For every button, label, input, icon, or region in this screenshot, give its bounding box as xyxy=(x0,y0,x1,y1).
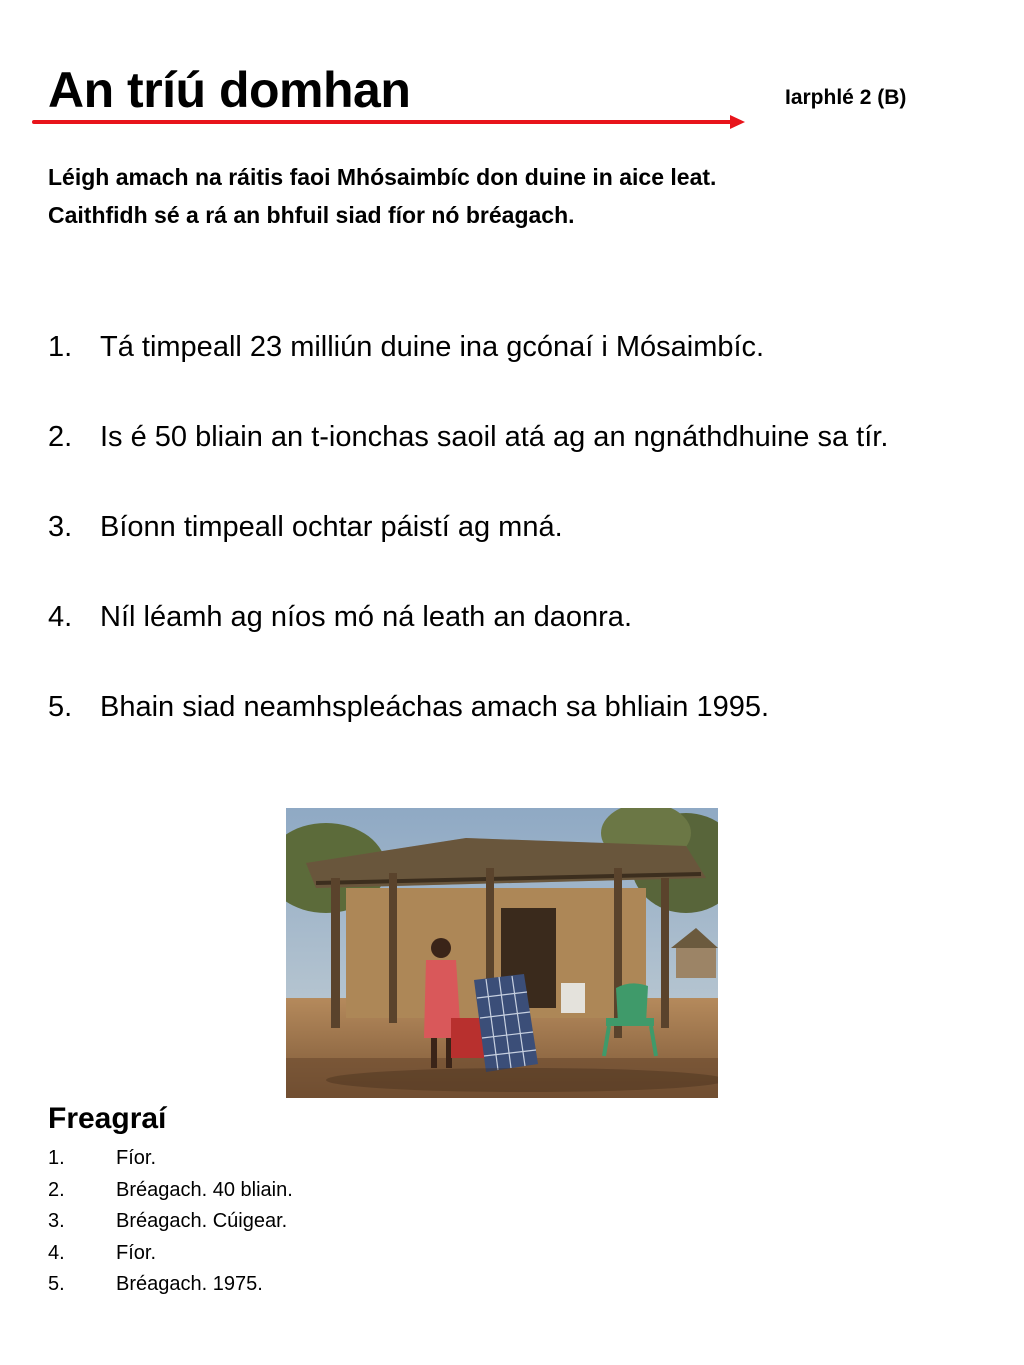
title-underline-arrow xyxy=(32,114,746,130)
statement-number: 4. xyxy=(48,601,73,633)
statement-number: 1. xyxy=(48,331,73,363)
statement-item xyxy=(48,595,926,639)
page-title: An tríú domhan xyxy=(48,62,411,118)
statement-number: 2. xyxy=(48,421,73,453)
answer-item xyxy=(48,1206,293,1238)
answer-text: Fíor. xyxy=(116,1147,157,1169)
answer-item xyxy=(48,1269,293,1301)
instructions-line-1: Léigh amach na ráitis faoi Mhósaimbíc don duine in aice leat. xyxy=(48,164,717,190)
statement-number: 3. xyxy=(48,511,73,543)
answer-number: 2. xyxy=(48,1178,65,1201)
instructions-line-2: Caithfidh sé a rá an bhfuil siad fíor nó bréagach. xyxy=(48,202,575,228)
answer-text: Bréagach. 40 bliain. xyxy=(116,1178,293,1201)
statement-text: Tá timpeall 23 milliún duine ina gcónaí i Mósaimbíc. xyxy=(100,331,765,363)
statement-text: Bíonn timpeall ochtar páistí ag mná. xyxy=(100,511,563,543)
statement-item xyxy=(48,415,926,459)
answer-number: 4. xyxy=(48,1241,65,1264)
answer-text: Bréagach. Cúigear. xyxy=(116,1210,288,1233)
answer-text: Fíor. xyxy=(116,1241,157,1264)
answer-number: 3. xyxy=(48,1210,65,1233)
statement-item xyxy=(48,325,926,369)
statement-number: 5. xyxy=(48,691,73,723)
answer-number: 5. xyxy=(48,1273,65,1296)
instructions xyxy=(48,158,926,234)
statement-item xyxy=(48,685,926,729)
answer-number: 1. xyxy=(48,1147,65,1169)
answers-heading: Freagraí xyxy=(48,1102,167,1135)
statement-text: Is é 50 bliain an t-ionchas saoil atá ag an ngnáthdhuine sa tír. xyxy=(100,421,889,453)
answer-text: Bréagach. 1975. xyxy=(116,1273,263,1296)
answer-item xyxy=(48,1175,293,1207)
answers-list xyxy=(48,1143,293,1301)
worksheet-label: Iarphlé 2 (B) xyxy=(785,86,907,109)
photo-hut-with-solar-panel xyxy=(286,808,718,1098)
statement-text: Níl léamh ag níos mó ná leath an daonra. xyxy=(100,601,632,633)
answer-item xyxy=(48,1238,293,1270)
statement-text: Bhain siad neamhspleáchas amach sa bhliain 1995. xyxy=(100,691,770,723)
statement-item xyxy=(48,505,926,549)
statements-list xyxy=(48,325,926,775)
answer-item xyxy=(48,1143,293,1175)
